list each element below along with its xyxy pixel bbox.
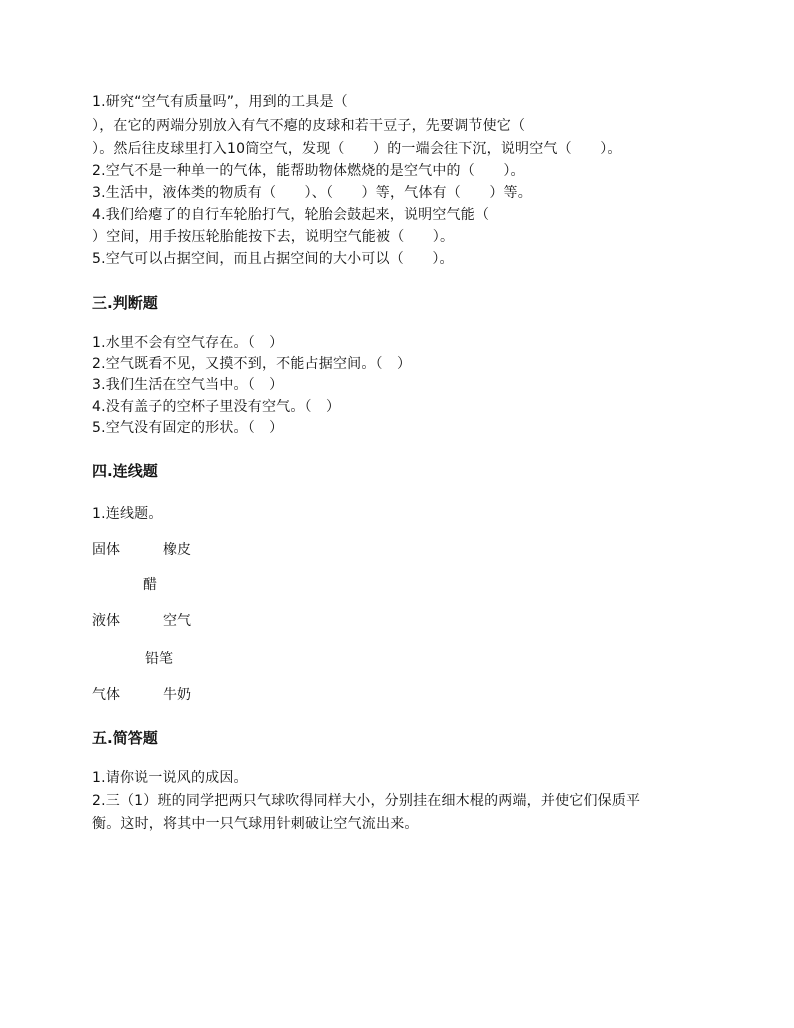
short-answer-line-2: 2.三（1）班的同学把两只气球吹得同样大小，分别挂在细木棍的两端，并使它们保质平 [92,793,641,809]
match-right-vinegar: 醋 [143,577,157,593]
judge-item-4: 4.没有盖子的空杯子里没有空气。（ ） [92,399,341,415]
match-left-gas: 气体 [92,687,120,703]
match-left-liquid: 液体 [92,613,120,629]
judge-item-1: 1.水里不会有空气存在。（ ） [92,335,284,351]
section-title-matching: 四.连线题 [92,462,158,480]
match-right-eraser: 橡皮 [163,542,191,558]
fill-blank-line-5: 3.生活中，液体类的物质有（ ）、（ ）等，气体有（ ）等。 [92,185,532,201]
short-answer-line-3: 衡。这时，将其中一只气球用针刺破让空气流出来。 [92,816,419,832]
fill-blank-line-4: 2.空气不是一种单一的气体，能帮助物体燃烧的是空气中的（ ）。 [92,163,525,179]
match-right-milk: 牛奶 [163,687,191,703]
match-right-pencil: 铅笔 [145,651,173,667]
section-title-judge: 三.判断题 [92,294,158,312]
fill-blank-line-8: 5.空气可以占据空间，而且占据空间的大小可以（ ）。 [92,251,454,267]
match-left-solid: 固体 [92,542,120,558]
short-answer-line-1: 1.请你说一说风的成因。 [92,770,248,786]
judge-item-3: 3.我们生活在空气当中。（ ） [92,377,284,393]
matching-instruction: 1.连线题。 [92,506,163,522]
fill-blank-line-1: 1.研究“空气有质量吗”，用到的工具是（ [92,94,348,110]
judge-item-5: 5.空气没有固定的形状。（ ） [92,420,284,436]
fill-blank-line-7: ）空间，用手按压轮胎能按下去，说明空气能被（ ）。 [92,229,455,245]
match-right-air: 空气 [163,613,191,629]
fill-blank-line-3: ）。然后往皮球里打入10筒空气，发现（ ）的一端会往下沉，说明空气（ ）。 [92,141,622,157]
section-title-short-answer: 五.简答题 [92,729,158,747]
fill-blank-line-6: 4.我们给瘪了的自行车轮胎打气，轮胎会鼓起来，说明空气能（ [92,207,490,223]
judge-item-2: 2.空气既看不见，又摸不到，不能占据空间。（ ） [92,356,412,372]
fill-blank-line-2: ），在它的两端分别放入有气不瘪的皮球和若干豆子，先要调节使它（ [92,118,526,134]
